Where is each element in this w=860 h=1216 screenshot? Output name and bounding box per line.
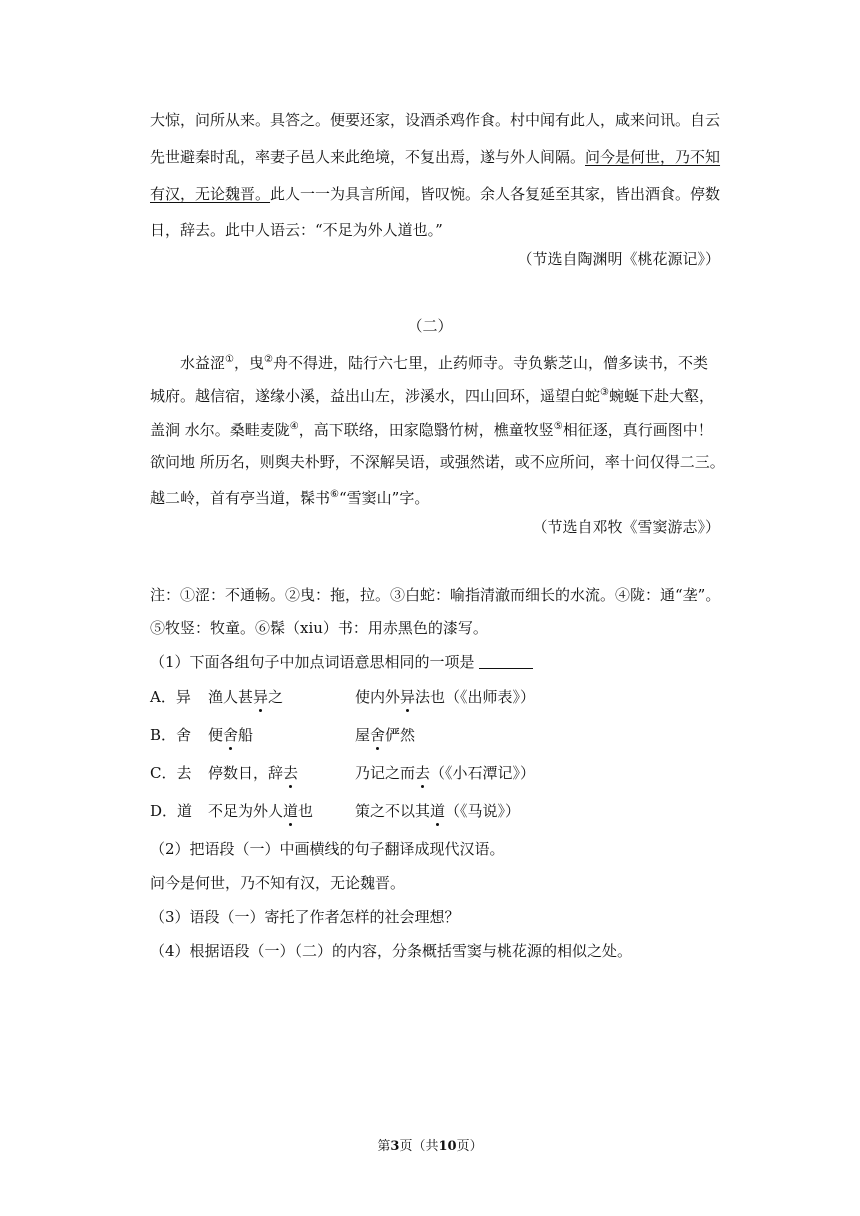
option-label: D．道 bbox=[150, 802, 193, 820]
underlined-sentence: 问今是何世，乃不知 bbox=[585, 148, 721, 166]
text: 相征逐，真行画图中！ bbox=[562, 421, 713, 439]
footnote-marker: ② bbox=[264, 354, 273, 365]
page-number: 3 bbox=[390, 1139, 400, 1154]
footnote-marker: ③ bbox=[600, 387, 609, 398]
passage2-source: （节选自邓牧《雪窦游志》） bbox=[532, 518, 720, 536]
dotted-word: 道 bbox=[283, 802, 299, 820]
text: 使内外 bbox=[355, 688, 401, 706]
question-4: （4）根据语段（一）（二）的内容，分条概括雪窦与桃花源的相似之处。 bbox=[150, 942, 633, 960]
notes-line: ⑤牧竖：牧童。⑥髹（xiu）书：用赤黑色的漆写。 bbox=[150, 619, 488, 637]
option-sentence-1 bbox=[208, 762, 298, 784]
text: 越二岭，首有亭当道，髹书 bbox=[150, 489, 331, 507]
passage1-line bbox=[150, 219, 443, 241]
text: 不足为外人 bbox=[208, 802, 284, 820]
text: 页（共 bbox=[399, 1139, 439, 1154]
passage1-line bbox=[150, 109, 720, 131]
option-label: C．去 bbox=[150, 764, 192, 782]
text: ，曳 bbox=[233, 354, 264, 372]
text: 也 bbox=[298, 802, 314, 820]
option-sentence-1 bbox=[208, 800, 313, 822]
passage1-line bbox=[150, 183, 720, 205]
option-sentence-1 bbox=[208, 724, 253, 746]
footnote-marker: ④ bbox=[289, 421, 299, 432]
text: 屋 bbox=[355, 726, 371, 744]
text: 乃记之而 bbox=[355, 764, 416, 782]
footnote-marker: ⑤ bbox=[553, 421, 563, 432]
text: 之 bbox=[268, 688, 284, 706]
text: 第 bbox=[377, 1139, 391, 1154]
question-text: （1）下面各组句子中加点词语意思相同的一项是 bbox=[150, 653, 475, 671]
text: 水益涩 bbox=[180, 354, 226, 372]
text: 船 bbox=[238, 726, 254, 744]
question-2: （2）把语段（一）中画横线的句子翻译成现代汉语。 bbox=[150, 840, 505, 858]
question-2-sentence: 问今是何世，乃不知有汉，无论魏晋。 bbox=[150, 874, 406, 892]
page-total: 10 bbox=[438, 1139, 457, 1154]
option-label: B．舍 bbox=[150, 726, 192, 744]
text: 俨然 bbox=[385, 726, 416, 744]
text: 停数日，辞 bbox=[208, 764, 284, 782]
text: 页） bbox=[456, 1139, 483, 1154]
passage2-line bbox=[150, 382, 714, 407]
dotted-word: 道 bbox=[430, 802, 446, 820]
footnote-marker: ⑥ bbox=[330, 489, 339, 500]
option-sentence-2 bbox=[355, 686, 535, 708]
text: 盖涧 水尔。桑畦麦陇 bbox=[150, 421, 290, 439]
text: “雪窦山”字。 bbox=[338, 489, 430, 507]
text: （《小石潭记》） bbox=[430, 764, 536, 782]
question-1 bbox=[150, 651, 533, 673]
dotted-word: 去 bbox=[415, 764, 431, 782]
passage1-line bbox=[150, 146, 720, 168]
option-sentence-2 bbox=[355, 800, 520, 822]
underlined-sentence: 有汉，无论魏晋。 bbox=[150, 185, 271, 203]
passage2-heading: （二） bbox=[407, 317, 453, 335]
passage1-source: （节选自陶渊明《桃花源记》） bbox=[517, 250, 720, 268]
text: 策之不以其 bbox=[355, 802, 431, 820]
text: 先世避秦时乱，率妻子邑人来此绝境，不复出焉，遂与外人间隔。 bbox=[150, 148, 586, 166]
passage2-line bbox=[150, 416, 713, 441]
page-footer bbox=[0, 1136, 860, 1158]
passage2-line bbox=[150, 484, 429, 509]
option-label: A．异 bbox=[150, 688, 191, 706]
footnote-marker: ① bbox=[225, 354, 234, 365]
dotted-word: 舍 bbox=[223, 726, 239, 744]
option-sentence-1 bbox=[208, 686, 283, 708]
notes-line: 注：①涩：不通畅。②曳：拖，拉。③白蛇：喻指清澈而细长的水流。④陇：通“垄”。 bbox=[150, 586, 721, 604]
text: 法也（《出师表》） bbox=[415, 688, 536, 706]
dotted-word: 异 bbox=[400, 688, 416, 706]
text: 欲问地 所历名，则舆夫朴野，不深解吴语，或强然诺，或不应所问，率十问仅得二三。 bbox=[150, 453, 725, 471]
dotted-word: 去 bbox=[283, 764, 299, 782]
text: ，高下联络，田家隐翳竹树，樵童牧竖 bbox=[298, 421, 554, 439]
option-sentence-2 bbox=[355, 724, 415, 746]
text: 舟不得进，陆行六七里，止药师寺。寺负紫芝山，僧多读书，不类 bbox=[272, 354, 708, 372]
text: 日，辞去。此中人语云：“不足为外人道也。” bbox=[150, 221, 443, 239]
text: 城府。越信宿，遂缘小溪，益出山左，涉溪水，四山回环，遥望白蛇 bbox=[150, 387, 601, 405]
answer-blank[interactable] bbox=[479, 652, 533, 669]
question-3: （3）语段（一）寄托了作者怎样的社会理想？ bbox=[150, 908, 460, 926]
text: 蜿蜒下赴大壑， bbox=[608, 387, 714, 405]
text: 渔人甚 bbox=[208, 688, 254, 706]
text: （《马说》） bbox=[445, 802, 521, 820]
text: 大惊，问所从来。具答之。便要还家，设酒杀鸡作食。村中闻有此人，咸来问讯。自云 bbox=[150, 111, 721, 129]
text: 此人一一为具言所闻，皆叹惋。余人各复延至其家，皆出酒食。停数 bbox=[270, 185, 721, 203]
dotted-word: 异 bbox=[253, 688, 269, 706]
text: 便 bbox=[208, 726, 224, 744]
dotted-word: 舍 bbox=[370, 726, 386, 744]
passage2-line bbox=[150, 451, 725, 473]
passage2-line bbox=[180, 349, 708, 374]
option-sentence-2 bbox=[355, 762, 535, 784]
